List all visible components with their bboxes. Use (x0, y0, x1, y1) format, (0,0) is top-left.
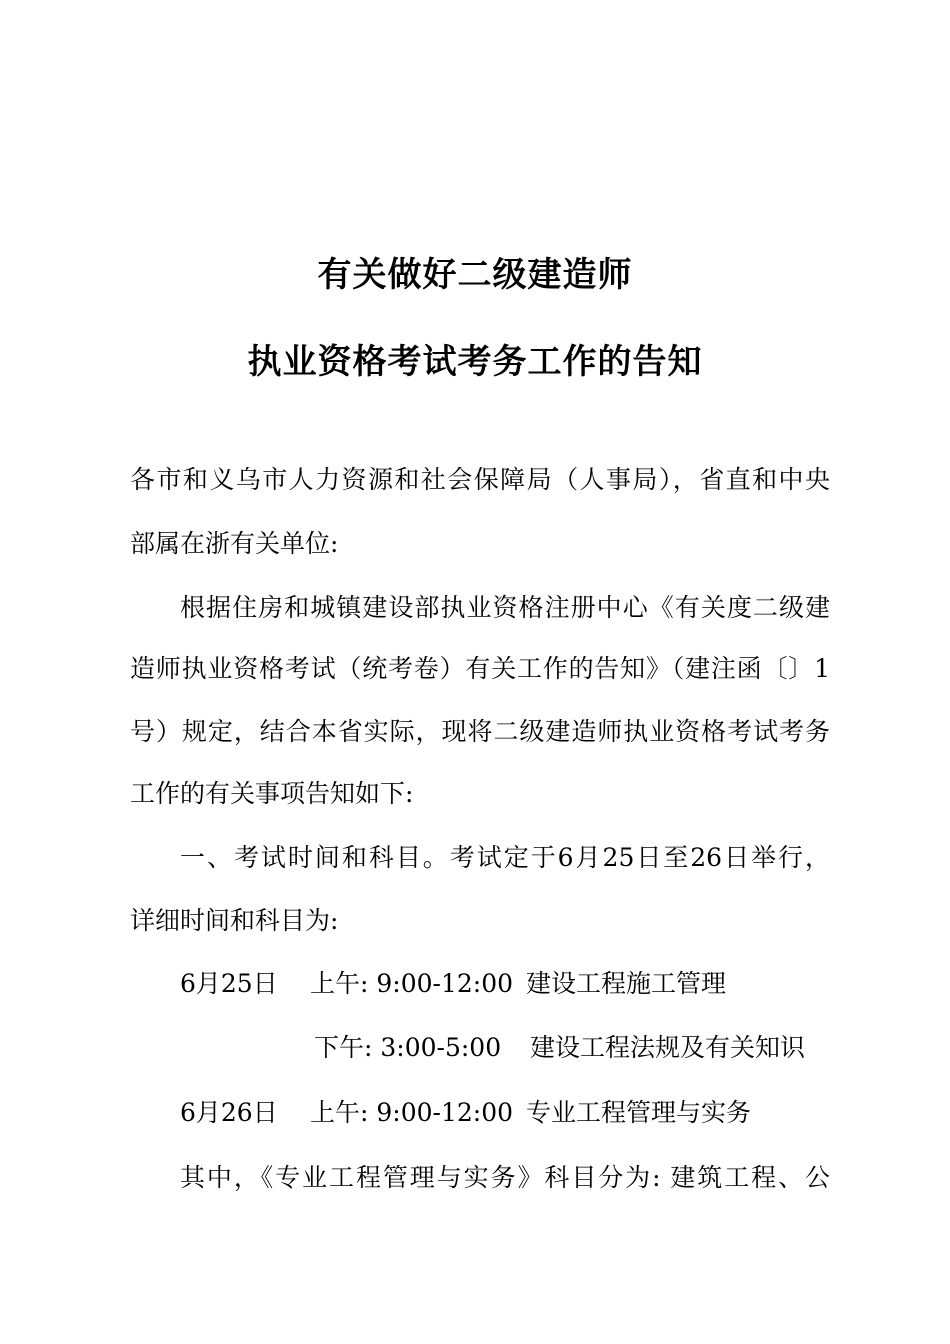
paragraph-1-line-4: 工作的有关事项告知如下: (130, 779, 414, 808)
addressee-line-1: 各市和义乌市人力资源和社会保障局（人事局），省直和中央 (130, 465, 830, 494)
schedule-time: 下午: 3:00-5:00 (314, 1033, 502, 1062)
schedule-subject: 专业工程管理与实务 (526, 1098, 752, 1127)
schedule-time: 上午: 9:00-12:00 (310, 969, 514, 998)
schedule-subject: 建设工程施工管理 (526, 969, 727, 998)
paragraph-2-line-1: 一、考试时间和科目。考试定于6月25日至26日举行， (180, 843, 830, 872)
document-title-line-1: 有关做好二级建造师 (317, 255, 633, 295)
paragraph-1-line-2: 造师执业资格考试（统考卷）有关工作的告知》（建注函〔〕1 (130, 654, 830, 683)
paragraph-2-line-2: 详细时间和科目为: (130, 906, 339, 935)
schedule-date: 6月25日 (180, 969, 278, 998)
paragraph-3-line-1: 其中，《专业工程管理与实务》科目分为: 建筑工程、公 (180, 1163, 830, 1192)
addressee-line-2: 部属在浙有关单位: (130, 529, 339, 558)
schedule-subject: 建设工程法规及有关知识 (530, 1033, 806, 1062)
schedule-time: 上午: 9:00-12:00 (310, 1098, 514, 1127)
paragraph-1-line-1: 根据住房和城镇建设部执业资格注册中心《有关度二级建 (180, 593, 830, 622)
schedule-date: 6月26日 (180, 1098, 278, 1127)
paragraph-1-line-3: 号）规定，结合本省实际，现将二级建造师执业资格考试考务 (130, 717, 830, 746)
document-title-line-2: 执业资格考试考务工作的告知 (247, 342, 703, 382)
